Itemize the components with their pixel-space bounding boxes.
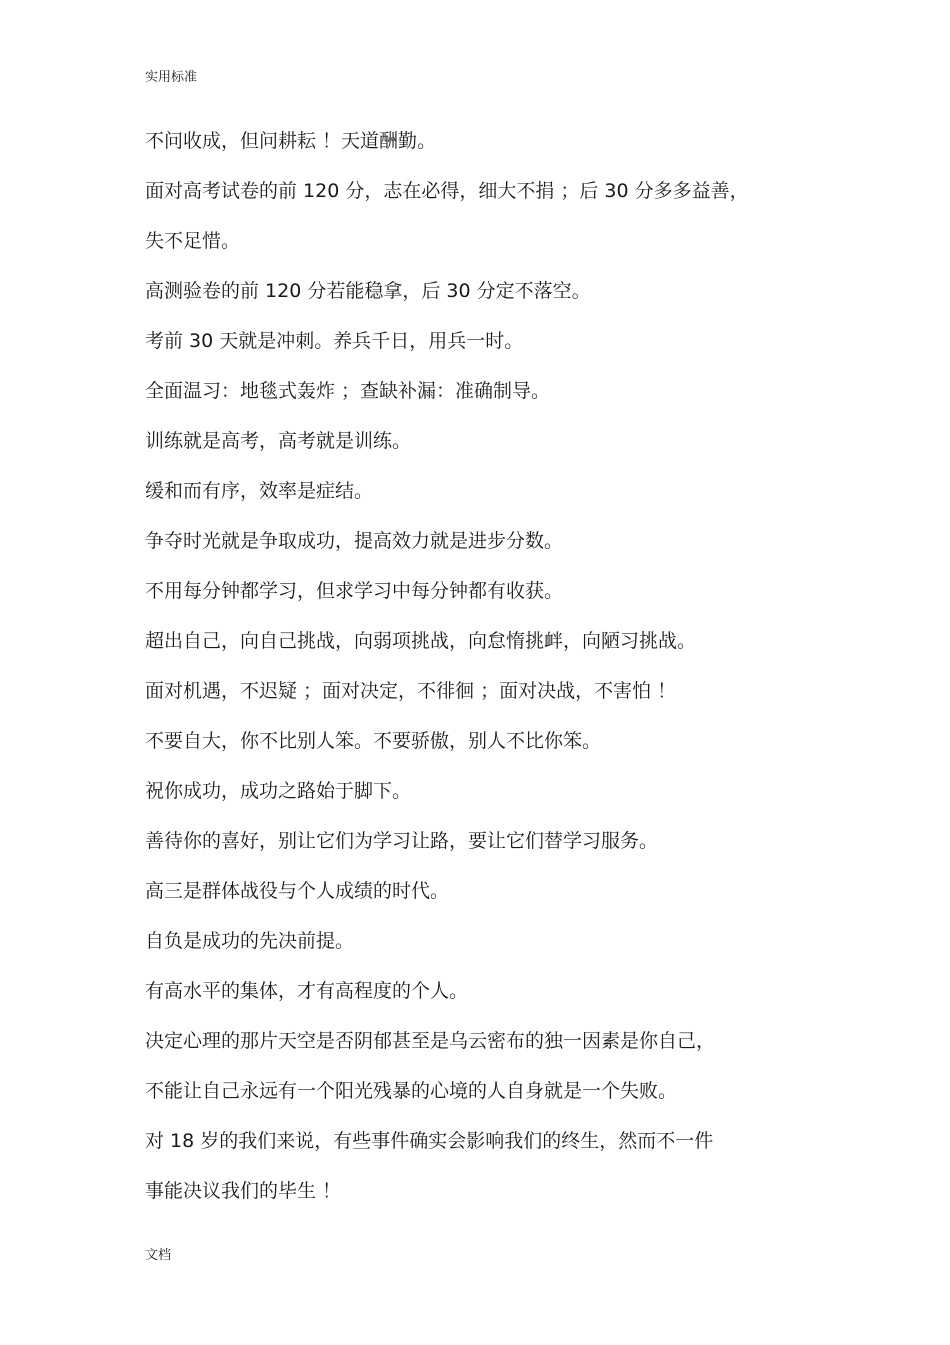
document-body	[145, 128, 825, 1228]
text-line: 争夺时光就是争取成功，提高效力就是进步分数。	[145, 530, 564, 552]
page-footer: 文档	[145, 1248, 172, 1263]
page-header: 实用标准	[145, 70, 198, 85]
text-line: 超出自己，向自己挑战，向弱项挑战，向怠惰挑衅，向陋习挑战。	[145, 630, 697, 652]
text-line: 不用每分钟都学习，但求学习中每分钟都有收获。	[145, 580, 564, 602]
text-line: 有高水平的集体，才有高程度的个人。	[145, 980, 469, 1002]
text-line: 祝你成功，成功之路始于脚下。	[145, 780, 412, 802]
text-line: 考前 30 天就是冲刺。养兵千日，用兵一时。	[145, 330, 524, 352]
text-line: 事能决议我们的毕生 ！	[145, 1180, 342, 1202]
text-line: 不能让自己永远有一个阳光残暴的心境的人自身就是一个失败。	[145, 1080, 678, 1102]
text-line: 面对机遇，不迟疑 ；面对决定，不徘徊 ；面对决战，不害怕 ！	[145, 680, 677, 702]
text-line: 高三是群体战役与个人成绩的时代。	[145, 880, 450, 902]
text-line: 自负是成功的先决前提。	[145, 930, 355, 952]
text-line: 不问收成，但问耕耘 ！天道酬勤。	[145, 130, 437, 152]
text-line: 面对高考试卷的前 120 分，志在必得，细大不捐 ；后 30 分多多益善，	[145, 180, 749, 202]
text-line: 不要自大，你不比别人笨。不要骄傲，别人不比你笨。	[145, 730, 602, 752]
text-line: 训练就是高考，高考就是训练。	[145, 430, 412, 452]
text-line: 对 18 岁的我们来说，有些事件确实会影响我们的终生，然而不一件	[145, 1130, 714, 1152]
text-line: 善待你的喜好，别让它们为学习让路，要让它们替学习服务。	[145, 830, 659, 852]
text-line: 全面温习：地毯式轰炸 ；查缺补漏：准确制导。	[145, 380, 551, 402]
text-line: 失不足惜。	[145, 230, 241, 252]
text-line: 缓和而有序，效率是症结。	[145, 480, 374, 502]
text-line: 高测验卷的前 120 分若能稳拿，后 30 分定不落空。	[145, 280, 591, 302]
text-line: 决定心理的那片天空是否阴郁甚至是乌云密布的独一因素是你自己，	[145, 1030, 716, 1052]
